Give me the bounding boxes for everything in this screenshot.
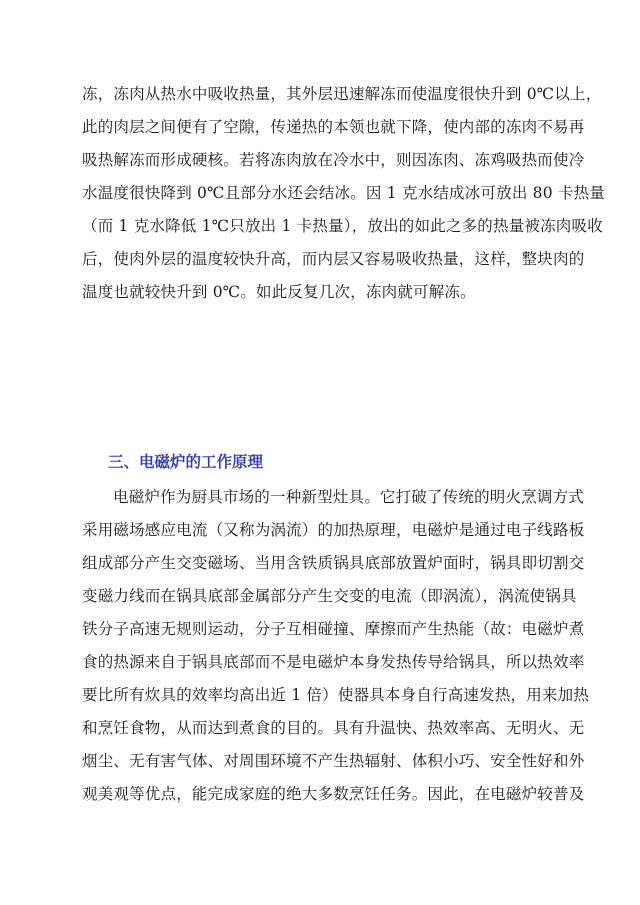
text-line: （而 1 克水降低 1℃只放出 1 卡热量），放出的如此之多的热量被冻肉吸收 [82,217,603,235]
text-line: 吸热解冻而形成硬核。若将冻肉放在冷水中，则因冻肉、冻鸡吸热而使冷 [82,151,585,169]
text-line: 要比所有炊具的效率均高出近 1 倍）使器具本身自行高速发热，用来加热 [82,686,590,704]
text-line: 食的热源来自于锅具底部而不是电磁炉本身发热传导给锅具，所以热效率 [82,653,585,671]
text-line: 采用磁场感应电流（又称为涡流）的加热原理，电磁炉是通过电子线路板 [82,521,585,539]
paragraph-induction-cooker-principle [82,481,590,811]
text-line: 铁分子高速无规则运动，分子互相碰撞、摩擦而产生热能（故：电磁炉煮 [82,620,585,638]
text-line: 电磁炉作为厨具市场的一种新型灶具。它打破了传统的明火烹调方式 [113,488,585,506]
text-line: 水温度很快降到 0℃且部分水还会结冰。因 1 克水结成冰可放出 80 卡热量 [82,184,606,202]
text-line: 观美观等优点，能完成家庭的绝大多数烹饪任务。因此，在电磁炉较普及 [82,785,585,803]
paragraph-thawing-frozen-meat [82,78,606,309]
text-line: 后，使肉外层的温度较快升高，而内层又容易吸收热量，这样，整块肉的 [82,250,585,268]
text-line: 此的肉层之间便有了空隙，传递热的本领也就下降，使内部的冻肉不易再 [82,118,585,136]
text-line: 组成部分产生交变磁场、当用含铁质锅具底部放置炉面时，锅具即切割交 [82,554,585,572]
text-line: 变磁力线而在锅具底部金属部分产生交变的电流（即涡流），涡流使锅具 [82,587,577,605]
text-line: 和烹饪食物，从而达到煮食的目的。具有升温快、热效率高、无明火、无 [82,719,585,737]
section-heading-induction-cooker: 三、电磁炉的工作原理 [108,452,264,471]
text-line: 烟尘、无有害气体、对周围环境不产生热辐射、体积小巧、安全性好和外 [82,752,585,770]
text-line: 冻，冻肉从热水中吸收热量，其外层迅速解冻而使温度很快升到 0℃以上， [82,85,602,103]
text-line: 温度也就较快升到 0℃。如此反复几次，冻肉就可解冻。 [82,283,476,301]
